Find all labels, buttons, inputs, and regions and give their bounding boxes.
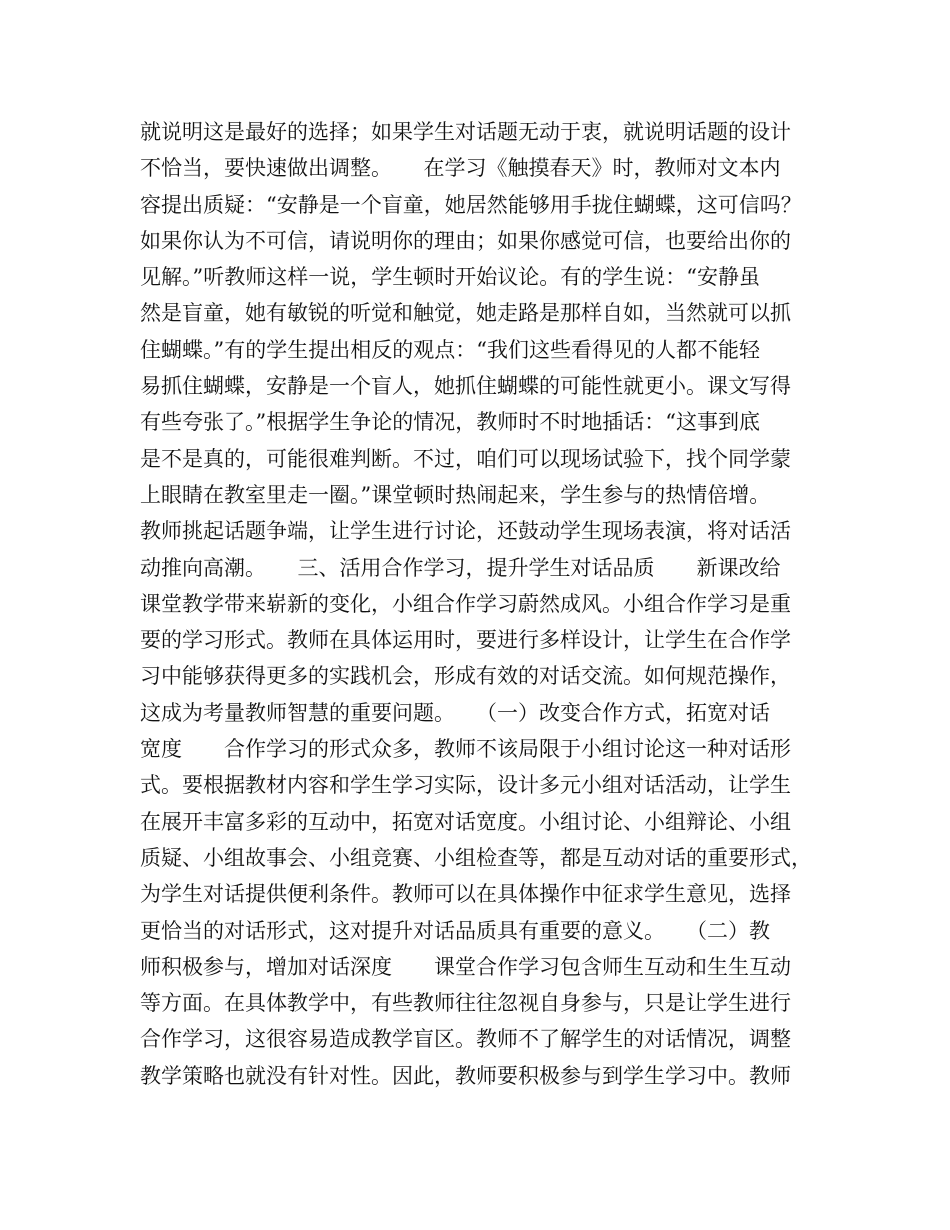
text-line-12: 教师挑起话题争端，让学生进行讨论，还鼓动学生现场表演，将对话活 (140, 519, 791, 544)
text-line-17: 这成为考量教师智慧的重要问题。 （一）改变合作方式，拓宽对话 (140, 700, 770, 725)
text-line-8: 易抓住蝴蝶，安静是一个盲人，她抓住蝴蝶的可能性就更小。课文写得 (140, 374, 791, 399)
text-line-16: 习中能够获得更多的实践机会，形成有效的对话交流。如何规范操作， (140, 664, 791, 689)
text-line-9: 有些夸张了。”根据学生争论的情况，教师时不时地插话：“这事到底 (140, 410, 760, 435)
text-line-23: 更恰当的对话形式，这对提升对话品质具有重要的意义。 （二）教 (140, 918, 770, 943)
text-line-26: 合作学习，这很容易造成教学盲区。教师不了解学生的对话情况，调整 (140, 1027, 791, 1052)
text-line-14: 课堂教学带来崭新的变化，小组合作学习蔚然成风。小组合作学习是重 (140, 591, 791, 616)
text-line-4: 如果你认为不可信，请说明你的理由；如果你感觉可信，也要给出你的 (140, 228, 791, 253)
text-line-7: 住蝴蝶。”有的学生提出相反的观点：“我们这些看得见的人都不能轻 (140, 337, 760, 362)
text-line-25: 等方面。在具体教学中，有些教师往往忽视自身参与，只是让学生进行 (140, 991, 791, 1016)
text-line-15: 要的学习形式。教师在具体运用时，要进行多样设计，让学生在合作学 (140, 628, 791, 653)
text-line-27: 教学策略也就没有针对性。因此，教师要积极参与到学生学习中。教师 (140, 1063, 791, 1088)
text-line-13: 动推向高潮。 三、活用合作学习，提升学生对话品质 新课改给 (140, 555, 781, 580)
text-line-6: 然是盲童，她有敏锐的听觉和触觉，她走路是那样自如，当然就可以抓 (140, 301, 791, 326)
text-line-19: 式。要根据教材内容和学生学习实际，设计多元小组对话活动，让学生 (140, 773, 791, 798)
text-line-5: 见解。”听教师这样一说，学生顿时开始议论。有的学生说：“安静虽 (140, 265, 760, 290)
text-line-24: 师积极参与，增加对话深度 课堂合作学习包含师生互动和生生互动 (140, 954, 791, 979)
text-line-3: 容提出质疑：“安静是一个盲童，她居然能够用手拢住蝴蝶，这可信吗？ (140, 192, 802, 217)
text-line-21: 质疑、小组故事会、小组竞赛、小组检查等，都是互动对话的重要形式， (140, 845, 812, 870)
text-line-10: 是不是真的，可能很难判断。不过，咱们可以现场试验下，找个同学蒙 (140, 446, 791, 471)
text-line-1: 就说明这是最好的选择；如果学生对话题无动于衷，就说明话题的设计 (140, 120, 791, 144)
body-text (140, 114, 820, 1094)
text-line-22: 为学生对话提供便利条件。教师可以在具体操作中征求学生意见，选择 (140, 882, 791, 907)
text-line-18: 宽度 合作学习的形式众多，教师不该局限于小组讨论这一种对话形 (140, 737, 791, 762)
text-line-11: 上眼睛在教室里走一圈。”课堂顿时热闹起来，学生参与的热情倍增。 (140, 482, 771, 507)
text-line-20: 在展开丰富多彩的互动中，拓宽对话宽度。小组讨论、小组辩论、小组 (140, 809, 791, 834)
text-line-2: 不恰当，要快速做出调整。 在学习《触摸春天》时，教师对文本内 (140, 156, 781, 181)
